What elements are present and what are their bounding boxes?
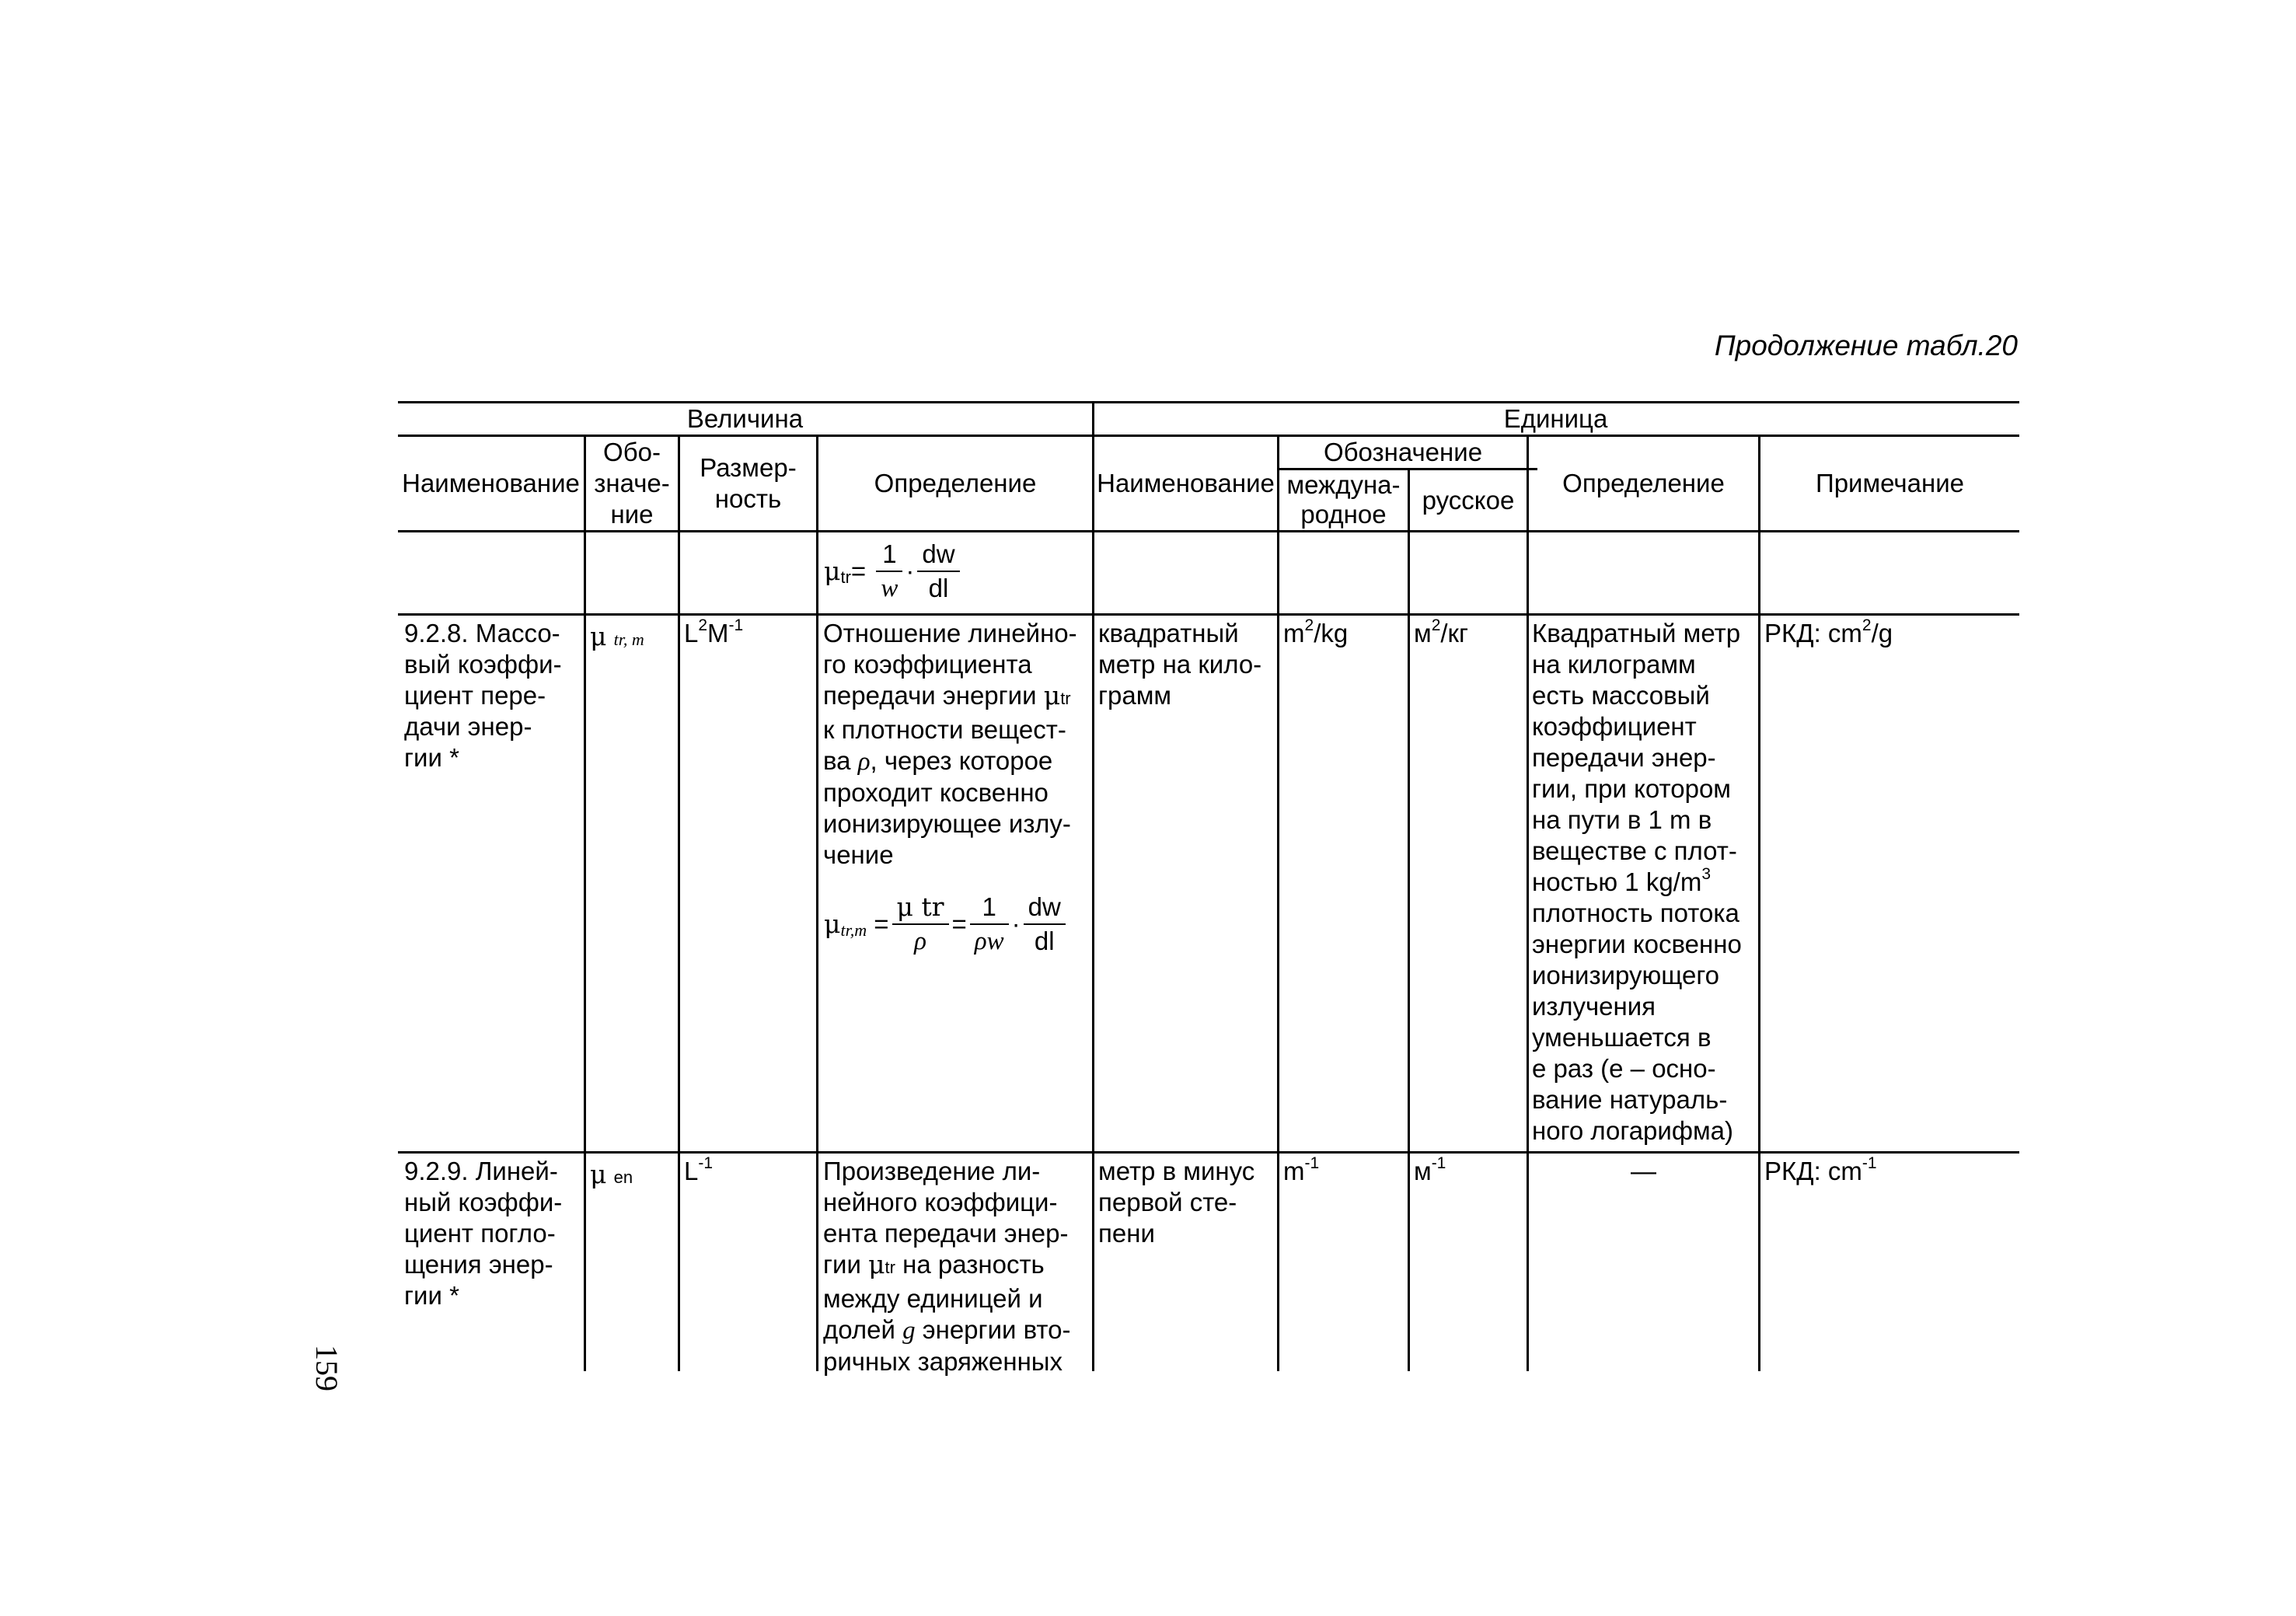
dim-base: L — [684, 619, 699, 647]
header-designation: Обозначение — [1323, 438, 1483, 466]
header-international: междуна- родное — [1286, 470, 1401, 529]
row1-note — [1764, 618, 1893, 649]
row1-unit-name: квадратный метр на кило- грамм — [1098, 619, 1262, 710]
table-caption: Продолжение табл.20 — [1714, 330, 2018, 361]
dim-exponent: -1 — [698, 1154, 714, 1172]
row1-unit-definition — [1532, 618, 1757, 1147]
fraction-1 — [892, 891, 949, 958]
unit-definition-text: Квадратный метр на килограмм есть массовый коэффициент передачи энер- гии, при котором на пути в 1 m в веществе с плот- ностью 1 kg/m — [1532, 619, 1741, 896]
dim-exponent: -1 — [728, 616, 744, 634]
row1-name: 9.2.8. Массо- вый коэффи- циент пере- дачи энер- гии * — [404, 619, 562, 772]
mu-symbol: μ — [590, 1159, 607, 1189]
unit-base: м — [1414, 1157, 1432, 1185]
col-rule-8 — [1758, 435, 1760, 1371]
note-text: РКД: cm — [1764, 619, 1862, 647]
unit-base: m — [1283, 1157, 1305, 1185]
mu-symbol: μ — [590, 621, 607, 651]
numerator: dw — [917, 538, 959, 572]
header-unit: Единица — [1503, 404, 1608, 433]
header-note: Примечание — [1815, 469, 1964, 497]
unit-exponent: 3 — [1701, 865, 1712, 883]
mu-subscript: tr — [840, 567, 851, 587]
numerator: dw — [1024, 891, 1066, 925]
row1-intl — [1283, 618, 1348, 649]
header-symbol: Обо- значе- ние — [594, 438, 670, 529]
unit-tail: /kg — [1314, 619, 1349, 647]
definition-text: Отношение линейно- го коэффициента передачи энергии — [823, 619, 1077, 710]
row2-dimension — [684, 1156, 713, 1187]
header-definition: Определение — [874, 469, 1037, 497]
definition-text: к плотности вещест- ва — [823, 715, 1066, 775]
rule-header-bottom — [398, 530, 2019, 532]
definition-text: Произведение ли- нейного коэффици- ента передачи энер- гии — [823, 1157, 1069, 1279]
dim-base: M — [707, 619, 729, 647]
header-unit-definition: Определение — [1562, 469, 1725, 497]
unit-definition-text: плотность потока энергии косвенно ионизирующего излучения уменьшается в е раз (е – осно- вание натураль- ного логарифма) — [1532, 899, 1742, 1145]
mu-subscript: tr — [1060, 689, 1071, 708]
unit-exponent: 2 — [1431, 616, 1441, 634]
equals-sign: = — [850, 557, 867, 585]
equals-sign: = — [874, 909, 889, 938]
g-symbol: g — [902, 1317, 916, 1345]
numerator: μ tr — [892, 891, 949, 925]
note-text: /g — [1871, 619, 1893, 647]
row0-formula — [824, 538, 963, 605]
dim-base: L — [684, 1157, 699, 1185]
fraction-2 — [970, 891, 1009, 958]
unit-exponent: -1 — [1431, 1154, 1446, 1172]
row2-name: 9.2.9. Линей- ный коэффи- циент погло- щения энер- гии * — [404, 1157, 563, 1310]
unit-tail: /кг — [1440, 619, 1469, 647]
header-quantity: Величина — [686, 404, 804, 433]
col-rule-3 — [816, 435, 818, 1371]
unit-base: м — [1414, 619, 1432, 647]
header-name: Наименование — [402, 469, 580, 497]
mu-subscript: tr,m — [840, 920, 867, 940]
note-exponent: 2 — [1862, 616, 1872, 634]
header-unit-name: Наименование — [1097, 469, 1275, 497]
unit-exponent: -1 — [1304, 1154, 1320, 1172]
mu-subscript: en — [613, 1167, 633, 1187]
col-rule-4 — [1092, 401, 1094, 1371]
row1-formula — [824, 891, 1069, 958]
definition-text: на разность между единицей и долей — [823, 1250, 1045, 1344]
row1-dimension — [684, 618, 743, 649]
row2-note — [1764, 1156, 1877, 1187]
denominator: dl — [1034, 927, 1055, 955]
note-text: РКД: cm — [1764, 1157, 1862, 1185]
mu-symbol: μ — [824, 909, 841, 939]
row2-russian — [1414, 1156, 1446, 1187]
row2-unit-name: метр в минус первой сте- пени — [1098, 1157, 1255, 1248]
col-rule-6 — [1408, 468, 1410, 1371]
dot-operator: · — [1011, 909, 1021, 938]
row1-definition — [823, 618, 1091, 871]
mu-symbol: μ — [1043, 680, 1061, 710]
denominator: ρw — [974, 927, 1004, 955]
page-number: 159 — [309, 1345, 344, 1391]
quantities-table — [398, 401, 2019, 1376]
row1-russian — [1414, 618, 1468, 649]
mu-symbol: μ — [868, 1249, 885, 1279]
mu-subscript: tr — [885, 1258, 895, 1277]
row2-definition — [823, 1156, 1091, 1377]
col-rule-7 — [1527, 435, 1529, 1371]
equals-sign: = — [951, 909, 967, 938]
row2-symbol — [590, 1159, 633, 1193]
denominator: dl — [928, 574, 949, 602]
row2-intl — [1283, 1156, 1319, 1187]
header-dimension: Размер- ность — [700, 453, 797, 513]
mu-subscript: tr, m — [613, 630, 644, 649]
numerator: 1 — [970, 891, 1009, 925]
fraction-3 — [1024, 891, 1066, 958]
row2-unit-definition: — — [1631, 1157, 1656, 1185]
denominator: ρ — [914, 927, 926, 955]
header-russian: русское — [1422, 486, 1515, 515]
numerator: 1 — [876, 538, 902, 572]
note-exponent: -1 — [1862, 1154, 1877, 1172]
denominator: w — [881, 574, 899, 602]
unit-base: m — [1283, 619, 1305, 647]
fraction-1 — [876, 538, 902, 605]
dot-operator: · — [905, 557, 915, 585]
col-rule-5 — [1277, 435, 1279, 1371]
unit-exponent: 2 — [1304, 616, 1314, 634]
rho-symbol: ρ — [857, 748, 871, 776]
dim-exponent: 2 — [698, 616, 708, 634]
mu-symbol: μ — [824, 556, 841, 586]
definition-text: , через которое проходит косвенно ионизирующее излу- чение — [823, 746, 1071, 869]
fraction-2 — [917, 538, 959, 605]
col-rule-1 — [584, 435, 586, 1371]
col-rule-2 — [678, 435, 680, 1371]
row1-symbol — [590, 621, 644, 655]
rule-row1 — [398, 613, 2019, 616]
definition-text: энергии вто- ричных заряженных — [823, 1315, 1071, 1376]
rule-row2 — [398, 1151, 2019, 1154]
